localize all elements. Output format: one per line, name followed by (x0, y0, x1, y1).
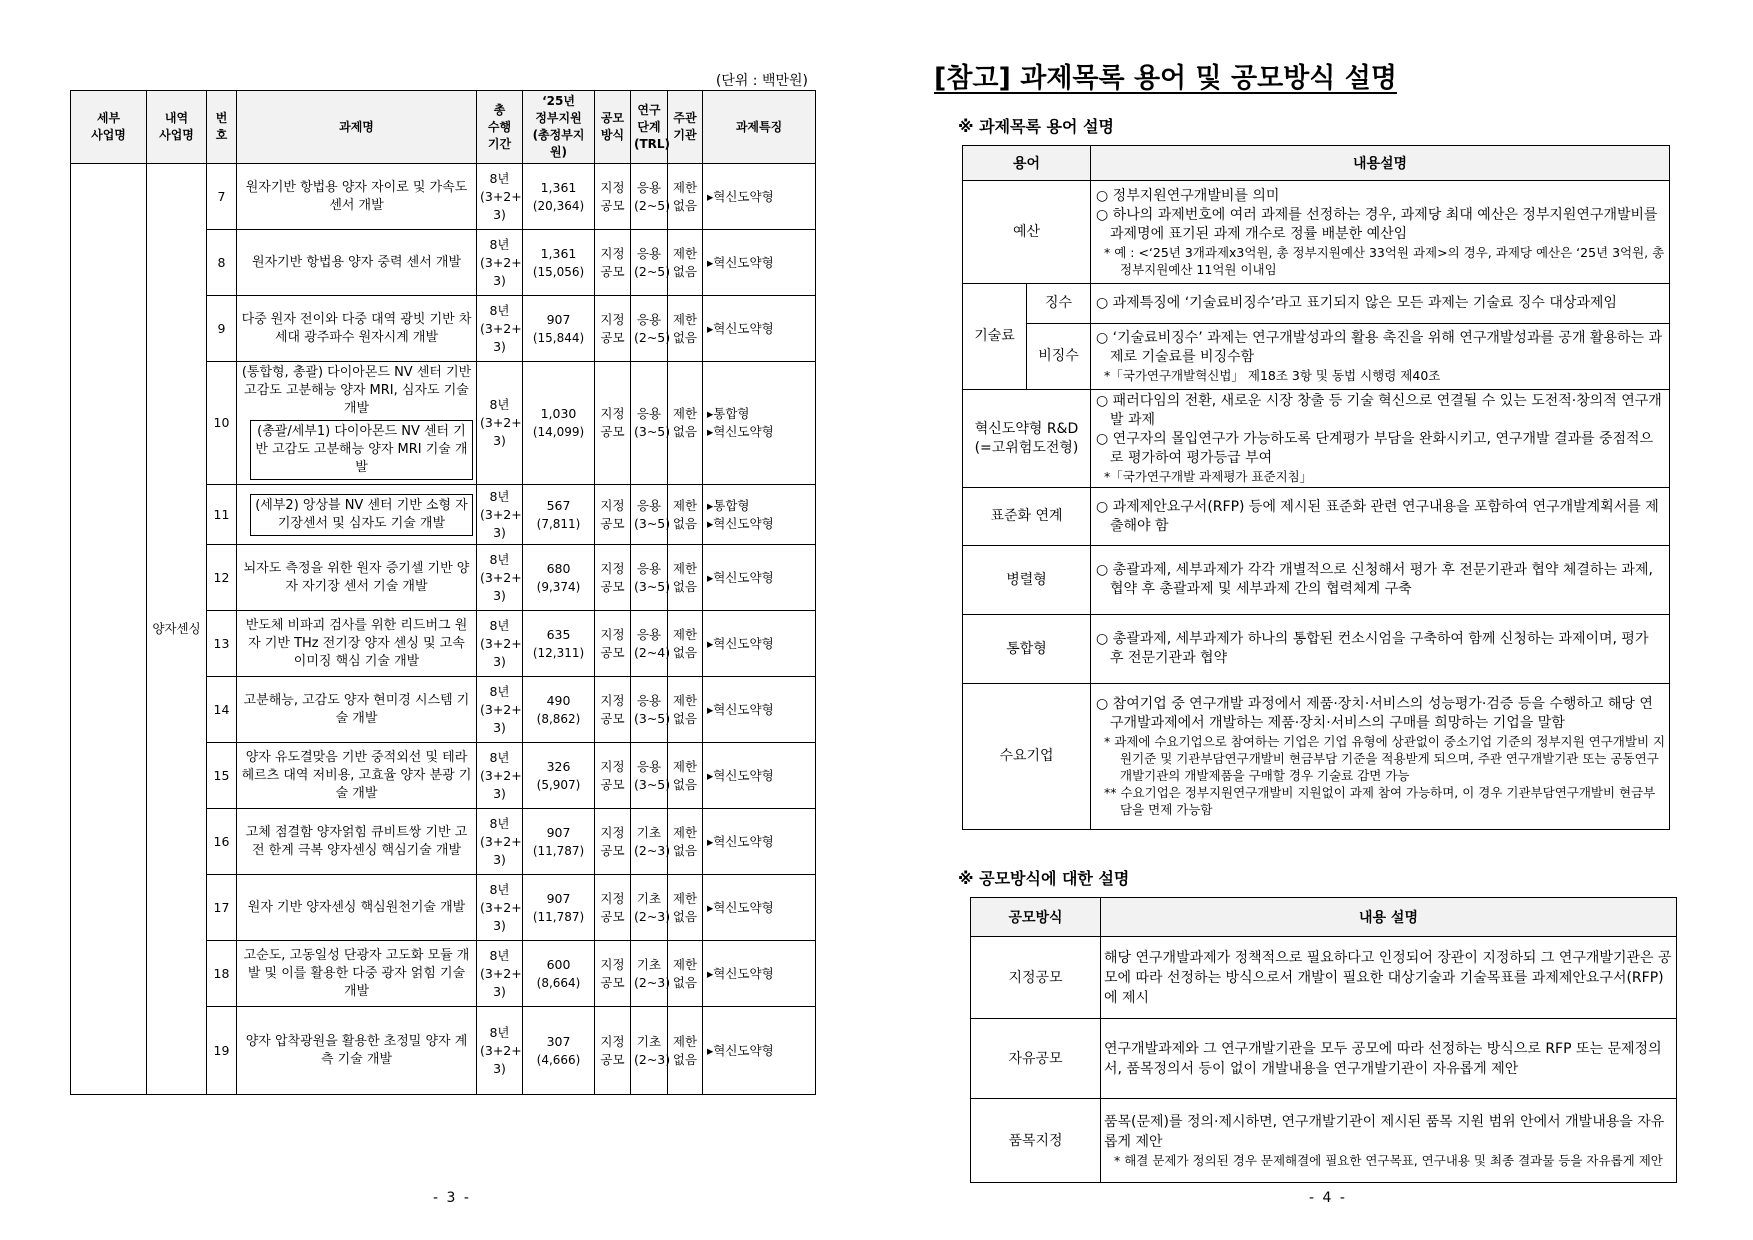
task-number: 12 (207, 545, 237, 611)
task-title: 고순도, 고동일성 단광자 고도화 모듈 개발 및 이를 활용한 다중 광자 얽힘 기술 개발 (243, 947, 470, 999)
page-title: [참고] 과제목록 용어 및 공모방식 설명 (934, 63, 1397, 94)
header-agency: 주관 기관 (668, 91, 703, 164)
method-designated: 지정공모 (971, 937, 1101, 1019)
task-method: 지정 공모 (595, 743, 631, 809)
term-demand-desc (1091, 684, 1670, 830)
task-period: 8년 (3+2+ 3) (477, 611, 523, 677)
header-task-name: 과제명 (237, 91, 477, 164)
methods-header-row (971, 898, 1677, 937)
task-support-cell (523, 677, 595, 743)
header-trl: 연구 단계 (TRL) (631, 91, 668, 164)
task-method: 지정 공모 (595, 230, 631, 296)
method-free: 자유공모 (971, 1019, 1101, 1099)
task-support: 907 (546, 890, 571, 906)
task-number: 14 (207, 677, 237, 743)
term-row-budget (963, 181, 1670, 284)
task-support-cell (523, 164, 595, 230)
term-tech-fee-collect: 징수 (1027, 284, 1091, 324)
task-method: 지정 공모 (595, 164, 631, 230)
task-trl: 응용 (3~5) (631, 485, 668, 545)
methods-table (970, 897, 1677, 1183)
task-features: ▸혁신도약형 (703, 230, 816, 296)
terms-header-term: 용어 (963, 146, 1091, 181)
term-standard-desc (1091, 488, 1670, 546)
task-features: ▸혁신도약형 (703, 296, 816, 362)
task-support-total: (4,666) (536, 1052, 581, 1067)
table-row (71, 164, 816, 230)
term-row-standard (963, 488, 1670, 546)
left-page (0, 0, 876, 1240)
task-title: (세부2) 앙상블 NV 센터 기반 소형 자기장센서 및 심자도 기술 개발 (250, 494, 473, 536)
task-support: 600 (546, 956, 571, 972)
task-features: ▸혁신도약형 (703, 743, 816, 809)
task-number: 7 (207, 164, 237, 230)
terms-header-desc: 내용설명 (1091, 146, 1670, 181)
task-support-cell (523, 941, 595, 1007)
term-budget-line-1: ○ 정부지원연구개발비를 의미 (1096, 187, 1280, 204)
task-trl: 응용 (3~5) (631, 677, 668, 743)
task-title-cell (237, 743, 477, 809)
task-number: 15 (207, 743, 237, 809)
term-innovation-note: *「국가연구개발 과제평가 표준지침」 (1104, 469, 1313, 484)
term-parallel-desc (1091, 546, 1670, 615)
task-number: 8 (207, 230, 237, 296)
term-innovation: 혁신도약형 R&D (=고위험도전형) (963, 390, 1091, 488)
task-subtitle: (총괄/세부1) 다이아몬드 NV 센터 기반 고감도 고분해능 양자 MRI 기술 개발 (250, 420, 473, 480)
term-budget-note: * 예 : <‘25년 3개과제x3억원, 총 정부지원예산 33억원 과제>의 경우, 과제당 예산은 ‘25년 3억원, 총 정부지원예산 11억원 이내임 (1104, 244, 1665, 277)
task-title: 양자 유도결맞음 기반 중적외선 및 테라헤르츠 대역 저비용, 고효율 양자 분광 기술 개발 (241, 749, 472, 801)
task-number: 13 (207, 611, 237, 677)
page-number-right: - 4 - (1309, 1190, 1347, 1206)
terms-section-title: ※ 과제목록 용어 설명 (958, 117, 1114, 136)
task-title: 원자 기반 양자센싱 핵심원천기술 개발 (247, 899, 466, 915)
task-trl: 응용 (2~5) (631, 164, 668, 230)
task-title-cell (237, 362, 477, 485)
method-designated-desc: 해당 연구개발과제가 정책적으로 필요하다고 인정되어 장관이 지정하되 그 연구개발기관은 공모에 따라 선정하는 방식으로서 개발이 필요한 대상기술과 기술목표를 과제제안요구서(RFP)에 제시 (1101, 937, 1677, 1019)
task-support-total: (8,862) (536, 711, 581, 726)
task-method: 지정 공모 (595, 611, 631, 677)
header-period: 총 수행 기간 (477, 91, 523, 164)
term-innovation-desc (1091, 390, 1670, 488)
task-support-cell (523, 230, 595, 296)
term-demand-line-1: ○ 참여기업 중 연구개발 과정에서 제품·장치·서비스의 성능평가·검증 등을 수행하고 해당 연구개발과제에서 개발하는 제품·장치·서비스의 구매를 희망하는 기업을 말함 (1096, 696, 1653, 731)
term-tech-fee-collect-desc (1091, 284, 1670, 324)
task-number: 10 (207, 362, 237, 485)
task-period: 8년 (3+2+ 3) (477, 1007, 523, 1095)
task-number: 19 (207, 1007, 237, 1095)
task-period: 8년 (3+2+ 3) (477, 677, 523, 743)
task-number: 16 (207, 809, 237, 875)
task-period: 8년 (3+2+ 3) (477, 809, 523, 875)
task-list-table (70, 90, 816, 1095)
header-features: 과제특징 (703, 91, 816, 164)
term-budget: 예산 (963, 181, 1091, 284)
task-support: 1,030 (540, 406, 577, 421)
task-support-cell (523, 611, 595, 677)
task-support-cell (523, 362, 595, 485)
task-title-cell (237, 941, 477, 1007)
task-support: 907 (546, 824, 571, 840)
term-tech-fee-noncollect-desc (1091, 324, 1670, 390)
method-item: 품목지정 (971, 1099, 1101, 1183)
header-sub-project: 세부 사업명 (71, 91, 147, 164)
term-row-tech-fee-collect (963, 284, 1670, 324)
task-support: 680 (546, 560, 571, 576)
task-method: 지정 공모 (595, 296, 631, 362)
term-demand-note-2: ** 수요기업은 정부지원연구개발비 지원없이 과제 참여 가능하며, 이 경우 기관부담연구개발비 현금부담을 면제 가능함 (1104, 785, 1656, 817)
task-support-total: (15,844) (532, 330, 585, 345)
term-innovation-line-2: ○ 연구자의 몰입연구가 가능하도록 단계평가 부담을 완화시키고, 연구개발 결과를 중점적으로 평가하여 평가등급 부여 (1096, 431, 1654, 466)
task-title-cell (237, 1007, 477, 1095)
task-trl: 응용 (2~5) (631, 296, 668, 362)
method-row-designated (971, 937, 1677, 1019)
task-support-cell (523, 545, 595, 611)
task-trl: 응용 (2~4) (631, 611, 668, 677)
task-features: ▸혁신도약형 (703, 941, 816, 1007)
task-trl: 응용 (3~5) (631, 362, 668, 485)
term-integrated-line-1: ○ 총괄과제, 세부과제가 하나의 통합된 컨소시엄을 구축하여 함께 신청하는 과제이며, 평가 후 전문기관과 협약 (1096, 631, 1649, 666)
task-method: 지정 공모 (595, 545, 631, 611)
term-tech-fee-collect-text: ○ 과제특징에 ‘기술료비징수’라고 표기되지 않은 모든 과제는 기술료 징수 대상과제임 (1096, 295, 1617, 311)
task-agency: 제한 없음 (668, 875, 703, 941)
task-support-total: (5,907) (536, 777, 581, 792)
task-method: 지정 공모 (595, 677, 631, 743)
task-title-cell (237, 296, 477, 362)
task-features: ▸혁신도약형 (703, 164, 816, 230)
methods-header-method: 공모방식 (971, 898, 1101, 937)
task-title-cell (237, 875, 477, 941)
header-number: 번호 (207, 91, 237, 164)
task-support-cell (523, 875, 595, 941)
task-period: 8년 (3+2+ 3) (477, 743, 523, 809)
task-agency: 제한 없음 (668, 362, 703, 485)
task-title: 고체 점결함 양자얽힘 큐비트쌍 기반 고전 한계 극복 양자센싱 핵심기술 개발 (245, 824, 468, 858)
task-period: 8년 (3+2+ 3) (477, 164, 523, 230)
method-free-desc: 연구개발과제와 그 연구개발기관을 모두 공모에 따라 선정하는 방식으로 RFP 또는 문제정의서, 품목정의서 등이 없이 개발내용을 연구개발기관이 자유롭게 제안 (1101, 1019, 1677, 1099)
term-innovation-line-1: ○ 패러다임의 전환, 새로운 시장 창출 등 기술 혁신으로 연결될 수 있는 도전적·창의적 연구개발 과제 (1096, 393, 1662, 428)
task-support-cell (523, 1007, 595, 1095)
task-support: 907 (546, 311, 571, 327)
term-demand: 수요기업 (963, 684, 1091, 830)
term-integrated-desc (1091, 615, 1670, 684)
task-features: ▸혁신도약형 (703, 875, 816, 941)
task-features: ▸통합형 ▸혁신도약형 (703, 485, 816, 545)
task-title: 양자 압착광원을 활용한 초정밀 양자 계측 기술 개발 (245, 1033, 468, 1067)
task-support: 567 (546, 497, 571, 513)
term-tech-fee-noncollect-text: ○ ‘기술료비징수’ 과제는 연구개발성과의 활용 촉진을 위해 연구개발성과를 공개 활용하는 과제로 기술료를 비징수함 (1096, 330, 1663, 365)
term-row-parallel (963, 546, 1670, 615)
task-features: ▸혁신도약형 (703, 809, 816, 875)
task-agency: 제한 없음 (668, 611, 703, 677)
task-agency: 제한 없음 (668, 164, 703, 230)
right-page (876, 0, 1753, 1240)
task-support-total: (9,374) (536, 579, 581, 594)
term-standard: 표준화 연계 (963, 488, 1091, 546)
task-number: 18 (207, 941, 237, 1007)
task-number: 11 (207, 485, 237, 545)
task-support: 326 (546, 758, 571, 774)
unit-label: (단위 : 백만원) (715, 73, 808, 89)
term-tech-fee-noncollect: 비징수 (1027, 324, 1091, 390)
methods-header-desc: 내용 설명 (1101, 898, 1677, 937)
term-row-tech-fee-noncollect (963, 324, 1670, 390)
task-method: 지정 공모 (595, 941, 631, 1007)
task-agency: 제한 없음 (668, 809, 703, 875)
task-features: ▸혁신도약형 (703, 611, 816, 677)
term-budget-line-2: ○ 하나의 과제번호에 여러 과제를 선정하는 경우, 과제당 최대 예산은 정부지원연구개발비를 과제명에 표기된 과제 개수로 정률 배분한 예산임 (1096, 206, 1658, 242)
method-row-free (971, 1019, 1677, 1099)
term-row-innovation (963, 390, 1670, 488)
task-period: 8년 (3+2+ 3) (477, 362, 523, 485)
task-support-total: (11,787) (532, 909, 585, 924)
task-method: 지정 공모 (595, 875, 631, 941)
term-tech-fee: 기술료 (963, 284, 1027, 390)
task-title-cell (237, 230, 477, 296)
terms-header-row (963, 146, 1670, 181)
task-trl: 응용 (2~5) (631, 230, 668, 296)
task-support-total: (12,311) (532, 645, 585, 660)
task-title: 원자기반 항법용 양자 중력 센서 개발 (251, 254, 462, 270)
task-period: 8년 (3+2+ 3) (477, 875, 523, 941)
task-trl: 응용 (3~5) (631, 743, 668, 809)
method-item-note: * 해결 문제가 정의된 경우 문제해결에 필요한 연구목표, 연구내용 및 최종 결과물 등을 자유롭게 제안 (1114, 1153, 1663, 1168)
task-support-cell (523, 485, 595, 545)
task-agency: 제한 없음 (668, 485, 703, 545)
term-integrated: 통합형 (963, 615, 1091, 684)
term-tech-fee-noncollect-note: *「국가연구개발혁신법」 제18조 3항 및 동법 시행령 제40조 (1104, 368, 1441, 383)
task-support: 490 (546, 692, 571, 708)
task-title-cell (237, 485, 477, 545)
header-gov-support: ‘25년 정부지원 (총정부지원) (523, 91, 595, 164)
task-method: 지정 공모 (595, 362, 631, 485)
task-title: 원자기반 항법용 양자 자이로 및 가속도 센서 개발 (245, 179, 468, 213)
task-title-cell (237, 677, 477, 743)
task-period: 8년 (3+2+ 3) (477, 941, 523, 1007)
task-number: 17 (207, 875, 237, 941)
task-agency: 제한 없음 (668, 743, 703, 809)
task-period: 8년 (3+2+ 3) (477, 296, 523, 362)
task-features: ▸혁신도약형 (703, 677, 816, 743)
task-support: 307 (546, 1033, 571, 1049)
task-support: 1,361 (540, 179, 577, 195)
task-trl: 기초 (2~3) (631, 875, 668, 941)
task-agency: 제한 없음 (668, 545, 703, 611)
task-title-cell (237, 611, 477, 677)
table-header-row (71, 91, 816, 164)
task-period: 8년 (3+2+ 3) (477, 485, 523, 545)
task-trl: 응용 (3~5) (631, 545, 668, 611)
task-features: ▸통합형 ▸혁신도약형 (703, 362, 816, 485)
task-trl: 기초 (2~3) (631, 809, 668, 875)
term-demand-note-1: * 과제에 수요기업으로 참여하는 기업은 기업 유형에 상관없이 중소기업 기준의 정부지원 연구개발비 지원기준 및 기관부담연구개발비 현금부담 기준을 적용받게 되으며, 주관 연구개발기관 또는 공동연구개발기관의 개발제품을 구매할 경우 기술료 감면 가능 (1104, 734, 1666, 783)
detail-project-cell: 양자센싱 (147, 164, 207, 1095)
header-method: 공모 방식 (595, 91, 631, 164)
task-period: 8년 (3+2+ 3) (477, 545, 523, 611)
task-support-total: (15,056) (532, 264, 585, 279)
task-trl: 기초 (2~3) (631, 941, 668, 1007)
task-title-cell (237, 809, 477, 875)
task-support: 635 (546, 626, 571, 642)
method-row-item (971, 1099, 1677, 1183)
term-budget-desc (1091, 181, 1670, 284)
sub-project-cell (71, 164, 147, 1095)
task-features: ▸혁신도약형 (703, 545, 816, 611)
task-title: (통합형, 총괄) 다이아몬드 NV 센터 기반 고감도 고분해능 양자 MRI, 심자도 기술 개발 (241, 365, 472, 416)
task-trl: 기초 (2~3) (631, 1007, 668, 1095)
term-parallel-line-1: ○ 총괄과제, 세부과제가 각각 개별적으로 신청해서 평가 후 전문기관과 협약 체결하는 과제, 협약 후 총괄과제 및 세부과제 간의 협력체계 구축 (1096, 562, 1653, 597)
task-method: 지정 공모 (595, 1007, 631, 1095)
task-method: 지정 공모 (595, 809, 631, 875)
task-support: 1,361 (540, 245, 577, 261)
task-title: 반도체 비파괴 검사를 위한 리드버그 원자 기반 THz 전기장 양자 센싱 및 고속 이미징 핵심 기술 개발 (245, 617, 468, 669)
task-agency: 제한 없음 (668, 1007, 703, 1095)
task-support-total: (11,787) (532, 843, 585, 858)
term-row-demand (963, 684, 1670, 830)
method-item-desc (1101, 1099, 1677, 1183)
task-title: 뇌자도 측정을 위한 원자 증기셀 기반 양자 자기장 센서 기술 개발 (243, 560, 470, 594)
task-support-total: (7,811) (536, 516, 581, 531)
task-number: 9 (207, 296, 237, 362)
task-period: 8년 (3+2+ 3) (477, 230, 523, 296)
task-agency: 제한 없음 (668, 296, 703, 362)
method-item-text: 품목(문제)를 정의·제시하면, 연구개발기관이 제시된 품목 지원 범위 안에서 개발내용을 자유롭게 제안 (1104, 1114, 1665, 1150)
terms-table (962, 145, 1670, 830)
page-number-left: - 3 - (433, 1190, 471, 1206)
task-title: 고분해능, 고감도 양자 현미경 시스템 기술 개발 (243, 692, 470, 726)
term-row-integrated (963, 615, 1670, 684)
task-support-total: (14,099) (532, 425, 585, 439)
term-parallel: 병렬형 (963, 546, 1091, 615)
methods-section-title: ※ 공모방식에 대한 설명 (958, 869, 1130, 888)
header-detail-project: 내역 사업명 (147, 91, 207, 164)
task-support-total: (8,664) (536, 975, 581, 990)
task-title: 다중 원자 전이와 다중 대역 광빗 기반 차세대 광주파수 원자시계 개발 (241, 311, 472, 345)
task-agency: 제한 없음 (668, 230, 703, 296)
task-method: 지정 공모 (595, 485, 631, 545)
task-agency: 제한 없음 (668, 677, 703, 743)
task-support-cell (523, 296, 595, 362)
task-agency: 제한 없음 (668, 941, 703, 1007)
task-support-cell (523, 809, 595, 875)
task-title-cell (237, 545, 477, 611)
task-support-cell (523, 743, 595, 809)
task-title-cell (237, 164, 477, 230)
term-standard-line-1: ○ 과제제안요구서(RFP) 등에 제시된 표준화 관련 연구내용을 포함하여 연구개발계획서를 제출해야 함 (1096, 498, 1659, 534)
task-table-body (71, 164, 816, 1095)
task-features: ▸혁신도약형 (703, 1007, 816, 1095)
task-support-total: (20,364) (532, 198, 585, 213)
